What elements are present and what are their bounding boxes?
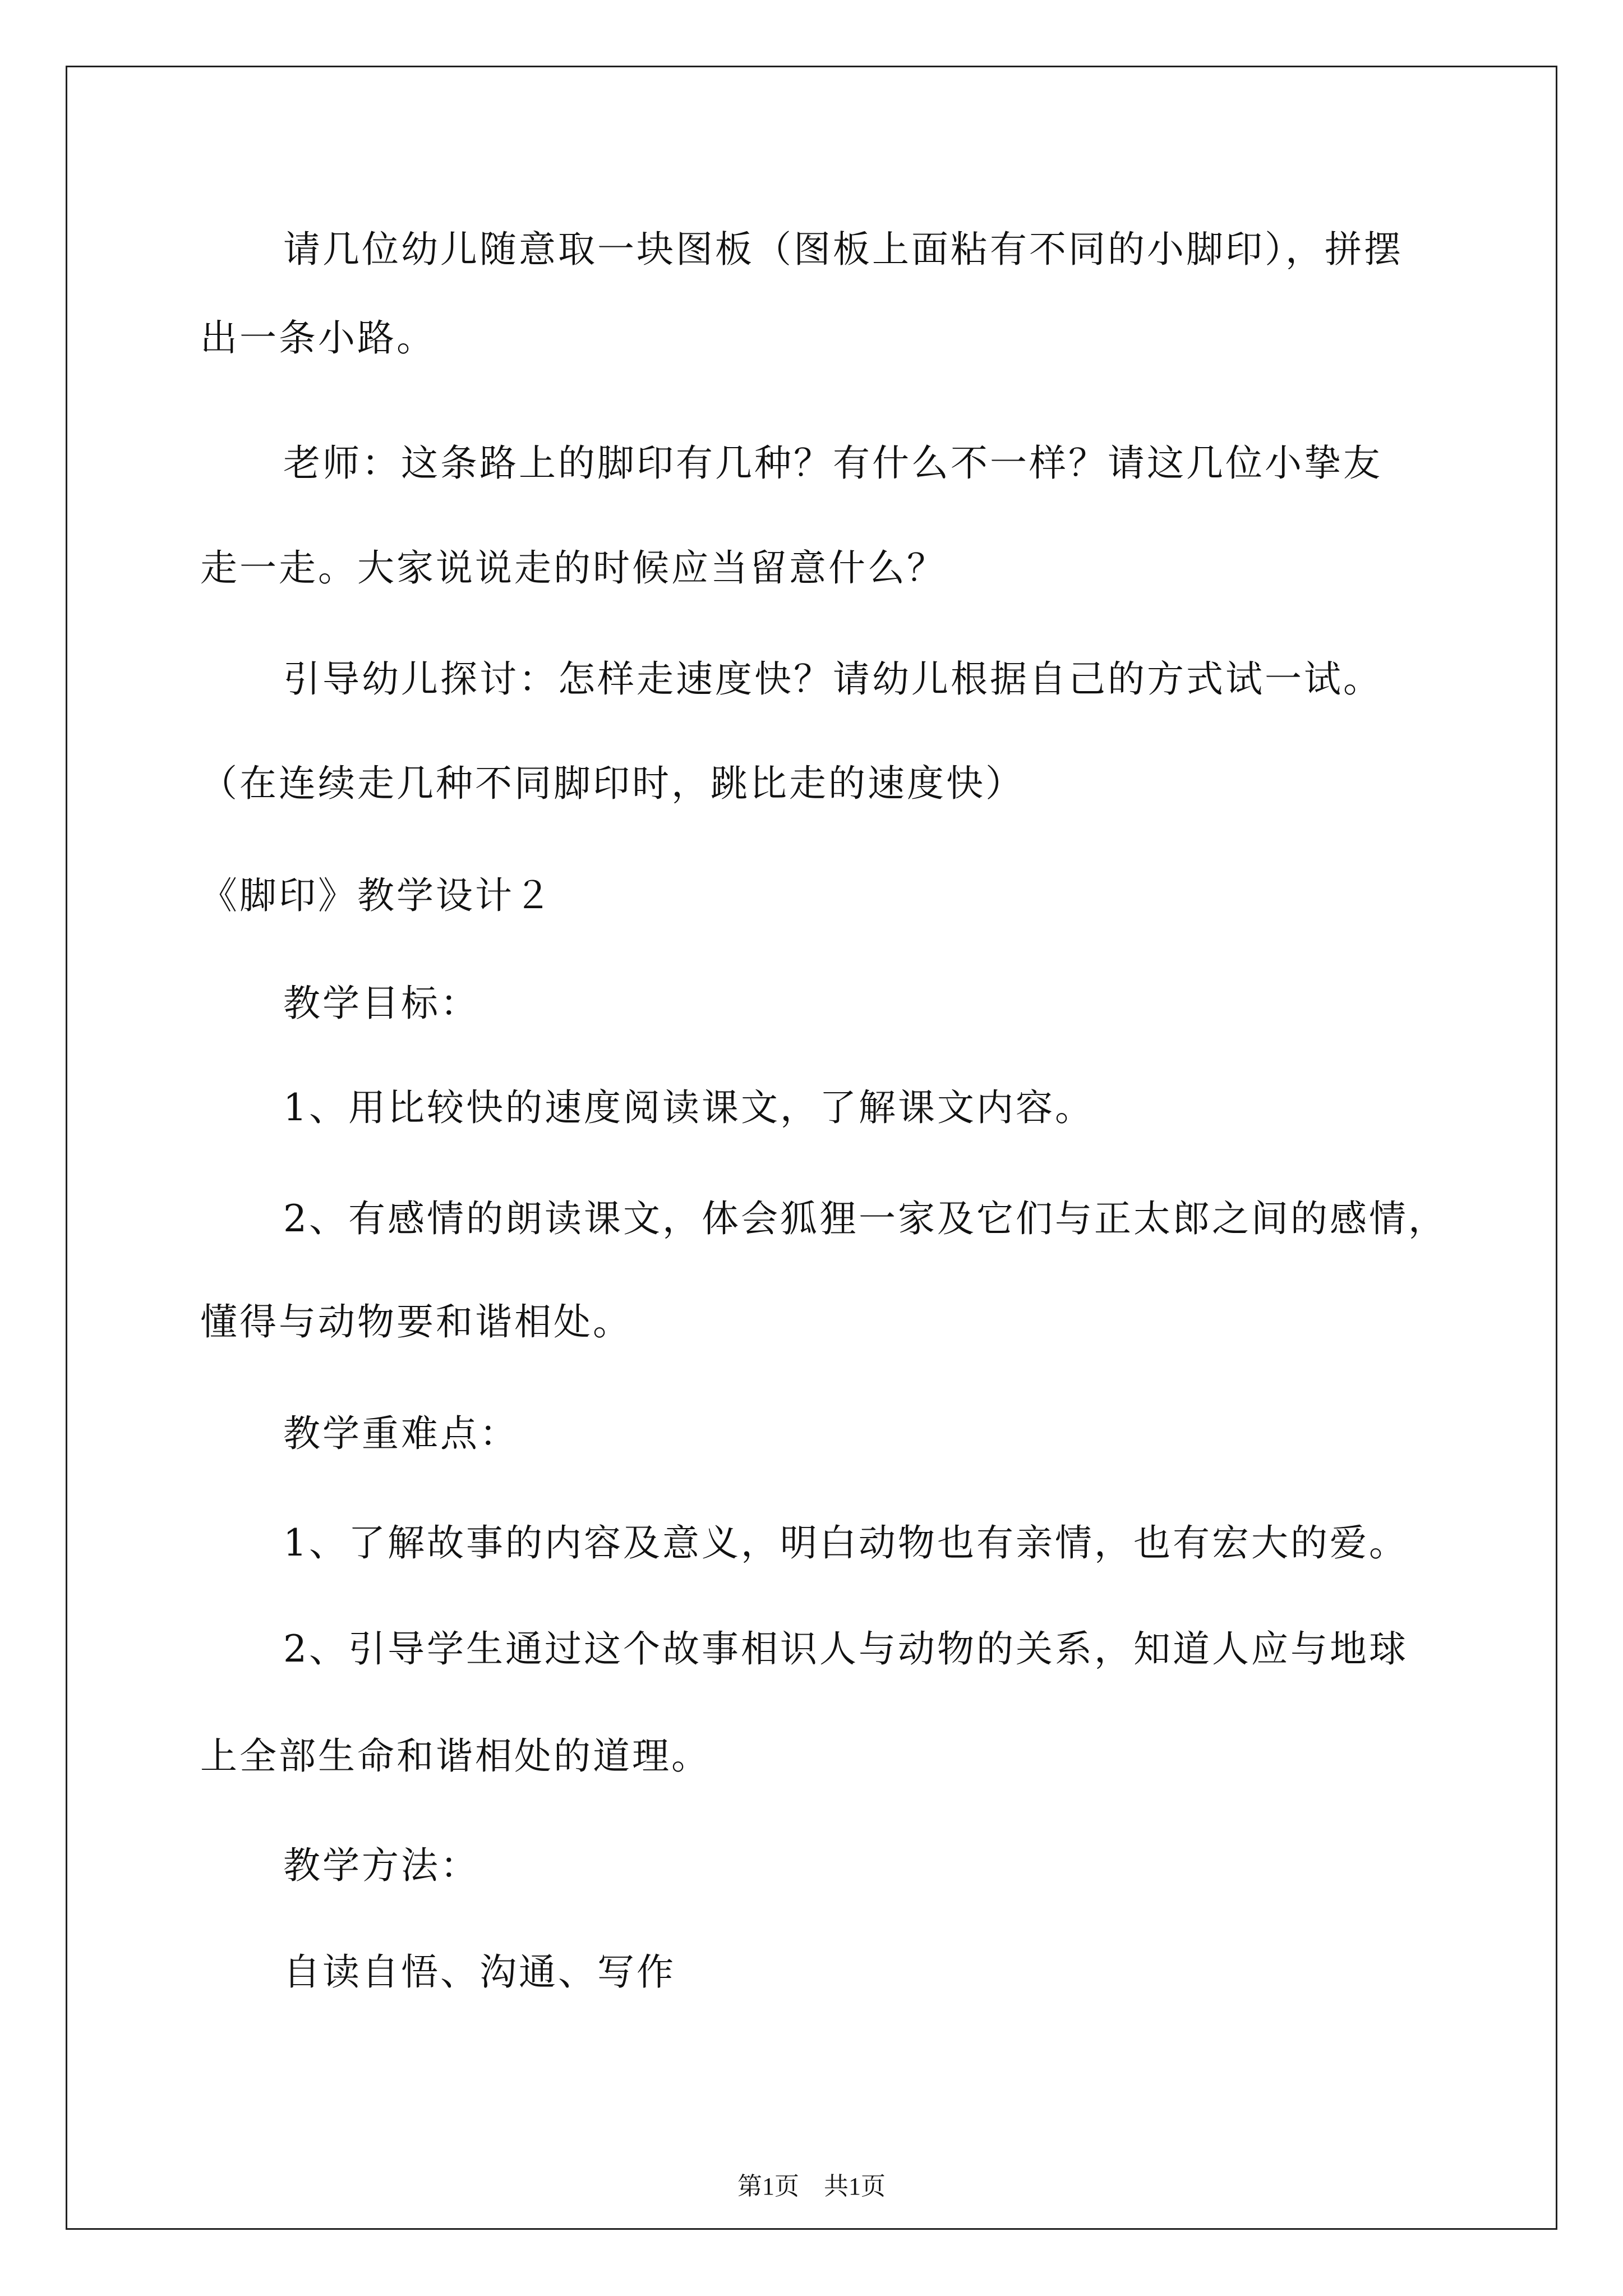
list-item: 2、有感情的朗读课文，体会狐狸一家及它们与正太郎之间的感情， bbox=[283, 1197, 1447, 1240]
subheading: 教学方法： bbox=[283, 1844, 479, 1887]
subheading: 教学重难点： bbox=[283, 1412, 519, 1455]
section-heading: 《脚印》教学设计２ bbox=[200, 874, 554, 917]
list-item: 1、用比较快的速度阅读课文，了解课文内容。 bbox=[283, 1086, 1094, 1129]
paragraph-line: （在连续走几种不同脚印时，跳比走的速度快） bbox=[200, 762, 1025, 805]
paragraph-line: 走一走。大家说说走的时候应当留意什么？ bbox=[200, 546, 946, 590]
list-item: 1、了解故事的内容及意义，明白动物也有亲情，也有宏大的爱。 bbox=[283, 1521, 1408, 1565]
list-item-continuation: 懂得与动物要和谐相处。 bbox=[200, 1300, 632, 1343]
paragraph-line: 老师：这条路上的脚印有几种？有什么不一样？请这几位小挚友 bbox=[283, 441, 1382, 485]
page-border bbox=[66, 66, 1557, 2230]
paragraph-line: 引导幼儿探讨：怎样走速度快？请幼儿根据自己的方式试一试。 bbox=[283, 657, 1382, 701]
paragraph-line: 自读自悟、沟通、写作 bbox=[283, 1950, 676, 1994]
subheading: 教学目标： bbox=[283, 982, 479, 1025]
page-number-footer: 第1页 共1页 bbox=[737, 2173, 886, 2200]
list-item-continuation: 上全部生命和谐相处的道理。 bbox=[200, 1734, 711, 1778]
paragraph-line: 出一条小路。 bbox=[200, 316, 436, 360]
paragraph-line: 请几位幼儿随意取一块图板（图板上面粘有不同的小脚印），拼摆 bbox=[283, 228, 1403, 271]
list-item: 2、引导学生通过这个故事相识人与动物的关系，知道人应与地球 bbox=[283, 1627, 1408, 1671]
